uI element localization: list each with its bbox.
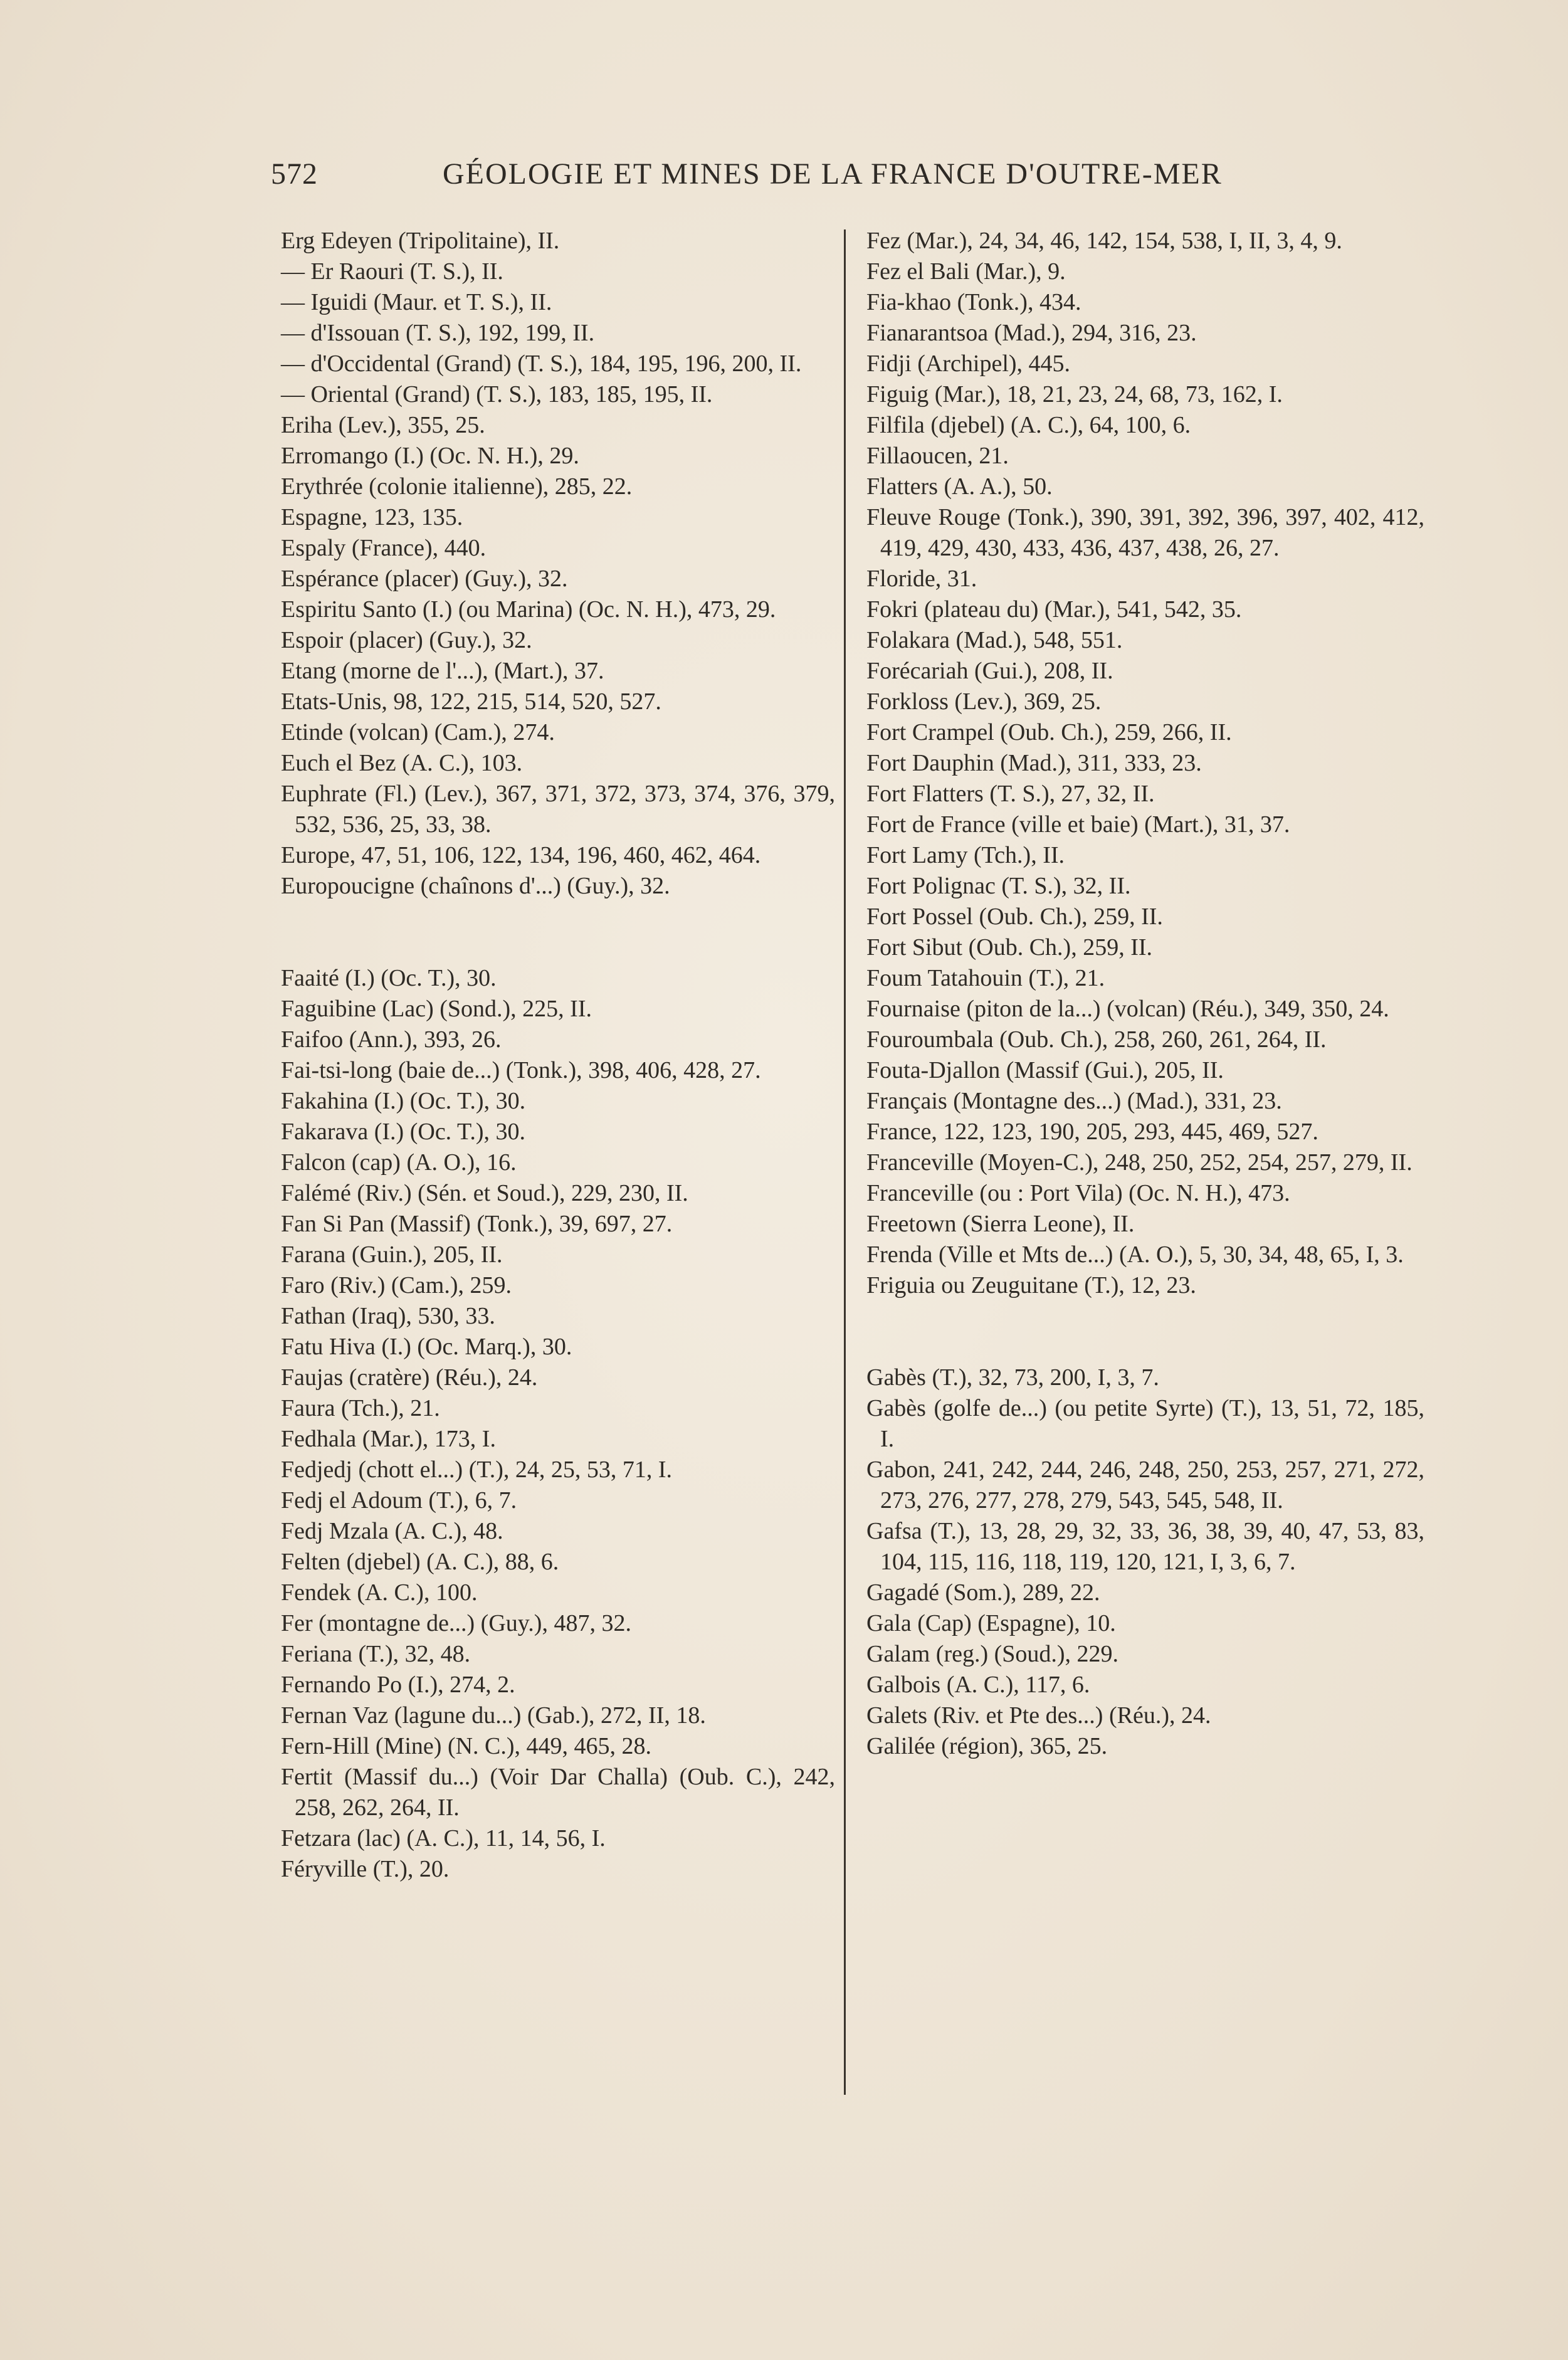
index-entry: Eriha (Lev.), 355, 25. [281, 412, 485, 438]
index-entry: Fouroumbala (Oub. Ch.), 258, 260, 261, 264, II. [866, 1026, 1327, 1053]
index-entry: Faifoo (Ann.), 393, 26. [281, 1026, 502, 1053]
index-entry: Français (Montagne des...) (Mad.), 331, 23. [866, 1088, 1282, 1114]
index-entry: Euch el Bez (A. C.), 103. [281, 750, 523, 776]
index-entry: Frenda (Ville et Mts de...) (A. O.), 5, 30, 34, 48, 65, I, 3. [866, 1241, 1404, 1268]
index-entry: Gafsa (T.), 13, 28, 29, 32, 33, 36, 38, 39, 40, 47, 53, 83, 104, 115, 116, 118, 119, 120, 121, I, 3, 6, 7. [866, 1518, 1424, 1575]
running-title: GÉOLOGIE ET MINES DE LA FRANCE D'OUTRE-MER [443, 157, 1223, 191]
index-entry: Etats-Unis, 98, 122, 215, 514, 520, 527. [281, 688, 661, 715]
index-entry: Féryville (T.), 20. [281, 1856, 450, 1882]
index-entry: Fort Possel (Oub. Ch.), 259, II. [866, 903, 1163, 930]
index-entry: Fedj el Adoum (T.), 6, 7. [281, 1487, 517, 1514]
index-entry: — Iguidi (Maur. et T. S.), II. [281, 289, 552, 315]
index-entry: Fer (montagne de...) (Guy.), 487, 32. [281, 1610, 631, 1636]
index-entry: Galam (reg.) (Soud.), 229. [866, 1641, 1119, 1667]
index-entry: Euphrate (Fl.) (Lev.), 367, 371, 372, 373, 374, 376, 379, 532, 536, 25, 33, 38. [281, 781, 835, 838]
index-entry: Farana (Guin.), 205, II. [281, 1241, 503, 1268]
index-entry: Fillaoucen, 21. [866, 443, 1009, 469]
index-entry: Folakara (Mad.), 548, 551. [866, 627, 1123, 653]
index-entry: Fokri (plateau du) (Mar.), 541, 542, 35. [866, 596, 1242, 623]
index-column-left [281, 226, 835, 1885]
index-entry: Fournaise (piton de la...) (volcan) (Réu.), 349, 350, 24. [866, 996, 1389, 1022]
index-entry: Fianarantsoa (Mad.), 294, 316, 23. [866, 320, 1197, 346]
index-entry: Gabon, 241, 242, 244, 246, 248, 250, 253, 257, 271, 272, 273, 276, 277, 278, 279, 543, 545, 548, II. [866, 1457, 1424, 1514]
column-divider [844, 229, 846, 2095]
index-entry: Espoir (placer) (Guy.), 32. [281, 627, 532, 653]
index-entry: Fort Flatters (T. S.), 27, 32, II. [866, 781, 1155, 807]
index-entry: Fidji (Archipel), 445. [866, 350, 1071, 377]
index-entry: Fai-tsi-long (baie de...) (Tonk.), 398, 406, 428, 27. [281, 1057, 761, 1083]
index-entry: — Er Raouri (T. S.), II. [281, 258, 503, 285]
index-entry: Gabès (T.), 32, 73, 200, I, 3, 7. [866, 1364, 1159, 1391]
page-header [0, 157, 1568, 201]
index-entry: Faguibine (Lac) (Sond.), 225, II. [281, 996, 592, 1022]
index-entry: Fedjedj (chott el...) (T.), 24, 25, 53, 71, I. [281, 1457, 673, 1483]
index-entry: Feriana (T.), 32, 48. [281, 1641, 471, 1667]
index-entry: Fort Sibut (Oub. Ch.), 259, II. [866, 934, 1152, 961]
index-entry: Forkloss (Lev.), 369, 25. [866, 688, 1102, 715]
index-entry: Fort de France (ville et baie) (Mart.), 31, 37. [866, 811, 1290, 838]
index-entry: Fouta-Djallon (Massif (Gui.), 205, II. [866, 1057, 1224, 1083]
index-entry: Forécariah (Gui.), 208, II. [866, 658, 1113, 684]
index-entry: Etang (morne de l'...), (Mart.), 37. [281, 658, 604, 684]
index-entry: Erromango (I.) (Oc. N. H.), 29. [281, 443, 579, 469]
index-entry: Espérance (placer) (Guy.), 32. [281, 566, 568, 592]
index-entry: Fez el Bali (Mar.), 9. [866, 258, 1066, 285]
page-number: 572 [271, 157, 318, 191]
index-entry: — d'Occidental (Grand) (T. S.), 184, 195, 196, 200, II. [281, 350, 802, 377]
index-entry: Fathan (Iraq), 530, 33. [281, 1303, 495, 1329]
index-entry: Gala (Cap) (Espagne), 10. [866, 1610, 1116, 1636]
index-entry: Freetown (Sierra Leone), II. [866, 1211, 1135, 1237]
index-entry: Falcon (cap) (A. O.), 16. [281, 1149, 517, 1176]
index-entry: Fez (Mar.), 24, 34, 46, 142, 154, 538, I, II, 3, 4, 9. [866, 228, 1342, 254]
index-entry: Filfila (djebel) (A. C.), 64, 100, 6. [866, 412, 1191, 438]
index-entry: Franceville (Moyen-C.), 248, 250, 252, 254, 257, 279, II. [866, 1149, 1413, 1176]
index-entry: Europoucigne (chaînons d'...) (Guy.), 32. [281, 873, 670, 899]
index-entry: Etinde (volcan) (Cam.), 274. [281, 719, 555, 745]
index-entry: Europe, 47, 51, 106, 122, 134, 196, 460, 462, 464. [281, 842, 761, 868]
index-entry: Fern-Hill (Mine) (N. C.), 449, 465, 28. [281, 1733, 652, 1759]
index-entry: Fleuve Rouge (Tonk.), 390, 391, 392, 396, 397, 402, 412, 419, 429, 430, 433, 436, 437, 438, 26, 27. [866, 504, 1424, 561]
index-entry: Floride, 31. [866, 566, 977, 592]
index-entry: Fort Crampel (Oub. Ch.), 259, 266, II. [866, 719, 1232, 745]
index-entry: Fedhala (Mar.), 173, I. [281, 1426, 496, 1452]
index-entry: Fia-khao (Tonk.), 434. [866, 289, 1081, 315]
index-column-right [866, 226, 1424, 1762]
index-entry: Gagadé (Som.), 289, 22. [866, 1579, 1100, 1606]
index-entry: Fan Si Pan (Massif) (Tonk.), 39, 697, 27. [281, 1211, 673, 1237]
index-entry: Faaité (I.) (Oc. T.), 30. [281, 965, 497, 991]
section-gap [866, 1301, 1424, 1362]
index-entry: Faro (Riv.) (Cam.), 259. [281, 1272, 512, 1299]
index-entry: Fertit (Massif du...) (Voir Dar Challa) (Oub. C.), 242, 258, 262, 264, II. [281, 1764, 835, 1821]
index-entry: Espagne, 123, 135. [281, 504, 463, 530]
index-entry: France, 122, 123, 190, 205, 293, 445, 469, 527. [866, 1119, 1318, 1145]
index-entry: Fetzara (lac) (A. C.), 11, 14, 56, I. [281, 1825, 606, 1852]
index-entry: Figuig (Mar.), 18, 21, 23, 24, 68, 73, 162, I. [866, 381, 1283, 408]
index-entry: — d'Issouan (T. S.), 192, 199, II. [281, 320, 595, 346]
index-entry: Falémé (Riv.) (Sén. et Soud.), 229, 230, II. [281, 1180, 688, 1206]
index-entry: Gabès (golfe de...) (ou petite Syrte) (T.), 13, 51, 72, 185, I. [866, 1395, 1424, 1452]
index-entry: Foum Tatahouin (T.), 21. [866, 965, 1105, 991]
index-entry: — Oriental (Grand) (T. S.), 183, 185, 195, II. [281, 381, 713, 408]
index-entry: Galilée (région), 365, 25. [866, 1733, 1108, 1759]
index-entry: Fernando Po (I.), 274, 2. [281, 1672, 515, 1698]
index-entry: Faura (Tch.), 21. [281, 1395, 440, 1421]
index-entry: Espaly (France), 440. [281, 535, 487, 561]
index-entry: Flatters (A. A.), 50. [866, 473, 1053, 500]
index-entry: Fakarava (I.) (Oc. T.), 30. [281, 1119, 526, 1145]
index-entry: Fernan Vaz (lagune du...) (Gab.), 272, II, 18. [281, 1702, 706, 1729]
index-entry: Franceville (ou : Port Vila) (Oc. N. H.), 473. [866, 1180, 1290, 1206]
index-entry: Fedj Mzala (A. C.), 48. [281, 1518, 503, 1544]
index-entry: Faujas (cratère) (Réu.), 24. [281, 1364, 538, 1391]
section-gap [281, 902, 835, 963]
index-entry: Fort Dauphin (Mad.), 311, 333, 23. [866, 750, 1202, 776]
index-entry: Fatu Hiva (I.) (Oc. Marq.), 30. [281, 1334, 572, 1360]
index-entry: Galets (Riv. et Pte des...) (Réu.), 24. [866, 1702, 1211, 1729]
index-entry: Fort Polignac (T. S.), 32, II. [866, 873, 1131, 899]
index-entry: Fort Lamy (Tch.), II. [866, 842, 1065, 868]
index-entry: Fakahina (I.) (Oc. T.), 30. [281, 1088, 526, 1114]
index-entry: Erg Edeyen (Tripolitaine), II. [281, 228, 560, 254]
index-entry: Espiritu Santo (I.) (ou Marina) (Oc. N. H.), 473, 29. [281, 596, 776, 623]
index-entry: Erythrée (colonie italienne), 285, 22. [281, 473, 633, 500]
index-entry: Fendek (A. C.), 100. [281, 1579, 478, 1606]
index-entry: Galbois (A. C.), 117, 6. [866, 1672, 1090, 1698]
index-entry: Friguia ou Zeuguitane (T.), 12, 23. [866, 1272, 1196, 1299]
index-entry: Felten (djebel) (A. C.), 88, 6. [281, 1549, 559, 1575]
